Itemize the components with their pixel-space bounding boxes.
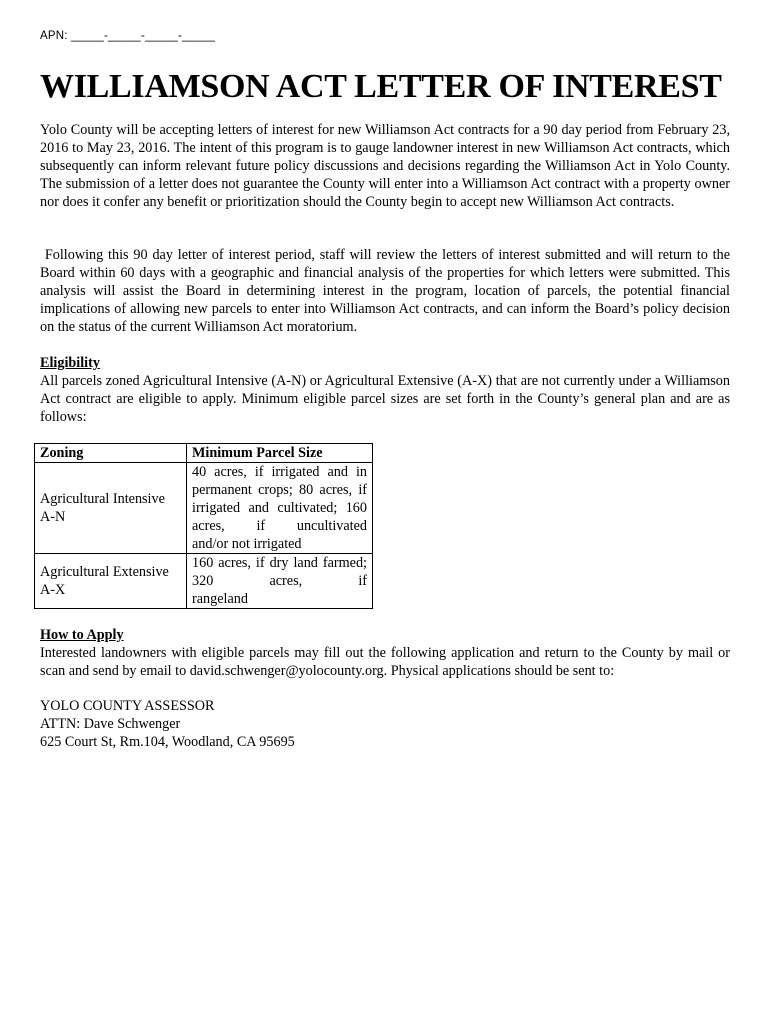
how-to-apply-section	[40, 626, 730, 680]
parcel-size-text: 160 acres, if dry land farmed; 320 acres, if	[192, 555, 367, 589]
address-line-attn: ATTN: Dave Schwenger	[40, 716, 181, 732]
table-header-row	[35, 444, 373, 463]
zoning-cell	[35, 463, 187, 554]
eligibility-section	[40, 354, 730, 426]
zoning-code: A-X	[40, 582, 66, 598]
parcel-size-text-last: and/or not irrigated	[192, 536, 302, 552]
address-line-street: 625 Court St, Rm.104, Woodland, CA 95695	[40, 734, 295, 750]
parcel-size-cell	[187, 463, 373, 554]
parcel-size-cell	[187, 554, 373, 609]
parcel-size-column-header: Minimum Parcel Size	[187, 444, 373, 463]
mailing-address	[40, 697, 295, 751]
table-row	[35, 463, 373, 554]
how-to-apply-text: Interested landowners with eligible parcels may fill out the following application and return to the County by mail or scan and send by email to david.schwenger@yolocounty.org. Physical applications should be sent to:	[40, 645, 730, 679]
intro-paragraph: Yolo County will be accepting letters of interest for new Williamson Act contracts for a 90 day period from February 23, 2016 to May 23, 2016. The intent of this program is to gauge landowner interest in new Williamson Act contracts, which subsequently can inform relevant future policy discussions and decisions regarding the Williamson Act in Yolo County. The submission of a letter does not guarantee the County will enter into a Williamson Act contract with a property owner nor does it confer any benefit or prioritization should the County begin to accept new Williamson Act contracts.	[40, 122, 730, 210]
document-title: WILLIAMSON ACT LETTER OF INTEREST	[40, 68, 722, 105]
zoning-code: A-N	[40, 509, 66, 525]
table-row	[35, 554, 373, 609]
parcel-size-text: 40 acres, if irrigated and in permanent crops; 80 acres, if irrigated and cultivated; 160 acres, if uncultivated	[192, 464, 367, 534]
zoning-cell	[35, 554, 187, 609]
zoning-table	[34, 443, 373, 609]
zoning-column-header: Zoning	[35, 444, 187, 463]
zoning-name: Agricultural Intensive	[40, 491, 165, 507]
eligibility-heading: Eligibility	[40, 355, 100, 371]
how-to-apply-heading: How to Apply	[40, 627, 124, 643]
review-paragraph: Following this 90 day letter of interest period, staff will review the letters of interest submitted and will return to the Board within 60 days with a geographic and financial analysis of the properties for which letters were submitted. This analysis will assist the Board in determining interest in the program, location of parcels, the potential financial implications of allowing new parcels to enter into Williamson Act contracts, and can inform the Board’s policy decision on the status of the current Williamson Act moratorium.	[40, 247, 734, 335]
apn-field: APN: _____-_____-_____-_____	[40, 30, 216, 42]
address-line-office: YOLO COUNTY ASSESSOR	[40, 698, 215, 714]
zoning-name: Agricultural Extensive	[40, 564, 169, 580]
parcel-size-text-last: rangeland	[192, 591, 248, 607]
eligibility-text: All parcels zoned Agricultural Intensive (A-N) or Agricultural Extensive (A-X) that are not currently under a Williamson Act contract are eligible to apply. Minimum eligible parcel sizes are set forth in the County’s general plan and are as follows:	[40, 373, 730, 425]
